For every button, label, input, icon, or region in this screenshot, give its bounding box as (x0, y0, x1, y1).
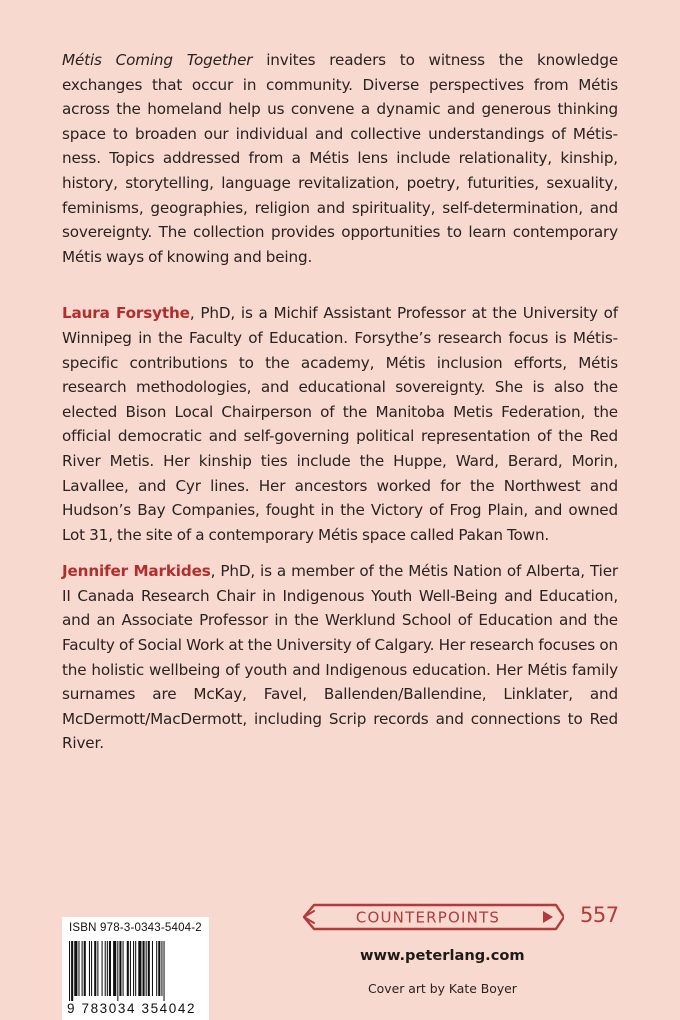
barcode-bar (135, 941, 136, 996)
barcode-bar (164, 941, 165, 1001)
author-bio-text: , PhD, is a Michif Assistant Professor at the University of Winnipeg in the Faculty of Education. Forsythe’s research focus is Métis-specific contributions to the academy, Métis inclusion efforts, Métis research methodologies, and educational sovereignty. She is also the elected Bison Local Chairperson of the Manitoba Metis Federation, the official democratic and self-governing political representation of the Red River Metis. Her kinship ties include the Huppe, Ward, Berard, Morin, Lavallee, and Cyr lines. Her ancestors worked for the Northwest and Hudson’s Bay Companies, fought in the Victory of Frog Plain, and owned Lot 31, the site of a contemporary Métis space called Pakan Town. (62, 304, 618, 544)
barcode-bar (143, 941, 145, 996)
counterpoints-series-logo (300, 901, 564, 933)
barcode-bar (74, 941, 77, 996)
barcode-bar (82, 941, 83, 996)
barcode-bars (69, 941, 202, 1001)
barcode-bar (138, 941, 141, 996)
book-description (62, 48, 618, 269)
back-cover-text (62, 48, 618, 768)
barcode-bar (148, 941, 150, 996)
barcode-bar (91, 941, 92, 996)
author-bio-forsythe (62, 301, 618, 547)
barcode-bar (78, 941, 79, 996)
barcode-bar (130, 941, 131, 996)
barcode-bar (84, 941, 86, 996)
isbn-label: ISBN 978-3-0343-5404-2 (69, 922, 202, 934)
barcode-digits: 9 783034 354042 (67, 1001, 197, 1016)
publisher-website[interactable]: www.peterlang.com (360, 947, 525, 964)
author-bio-markides (62, 559, 618, 756)
barcode-bar (71, 941, 73, 1001)
description-text: invites readers to witness the knowledge exchanges that occur in community. Diverse perspectives from Métis across the homeland help us convene a dynamic and generous thinking space to broaden our individual and collective understandings of Métis-ness. Topics addressed from a Métis lens include relationality, kinship, history, storytelling, language revitalization, poetry, futurities, sexuality, feminisms, geographies, religion and spirituality, self-determination, and sovereignty. The collection provides opportunities to learn contemporary Métis ways of knowing and being. (62, 51, 619, 266)
barcode-bar (146, 941, 147, 996)
barcode-bar (113, 941, 116, 996)
book-title: Métis Coming Together (62, 51, 253, 69)
author-name: Laura Forsythe (62, 304, 190, 323)
barcode-bar (94, 941, 96, 996)
barcode-bar (156, 941, 157, 996)
barcode-bar (123, 941, 124, 996)
author-name: Jennifer Markides (62, 562, 211, 581)
barcode-bar (119, 941, 121, 996)
barcode-bar (117, 941, 118, 1001)
barcode-bar (97, 941, 98, 996)
author-bio-text: , PhD, is a member of the Métis Nation of Alberta, Tier II Canada Research Chair in Indigenous Youth Well-Being and Education, and an Associate Professor in the Werklund School of Education and the Faculty of Social Work at the University of Calgary. Her research focuses on the holistic wellbeing of youth and Indigenous education. Her Métis family surnames are McKay, Favel, Ballenden/Ballendine, Linklater, and McDermott/MacDermott, including Scrip records and connections to Red River. (62, 562, 618, 753)
barcode-bar (89, 941, 90, 996)
barcode-bar (161, 941, 162, 996)
barcode-bar (127, 941, 129, 996)
series-number: 557 (580, 903, 619, 927)
barcode-bar (105, 941, 106, 996)
isbn-barcode (62, 917, 209, 1020)
logo-right-arrow (543, 911, 553, 923)
barcode-bar (69, 941, 70, 1001)
barcode-bar (102, 941, 103, 996)
barcode-bar (133, 941, 134, 996)
barcode-bar (158, 941, 160, 996)
barcode-bar (107, 941, 108, 996)
logo-text: COUNTERPOINTS (355, 908, 501, 927)
barcode-bar (152, 941, 153, 996)
cover-art-credit: Cover art by Kate Boyer (368, 981, 517, 996)
barcode-bar (109, 941, 111, 996)
